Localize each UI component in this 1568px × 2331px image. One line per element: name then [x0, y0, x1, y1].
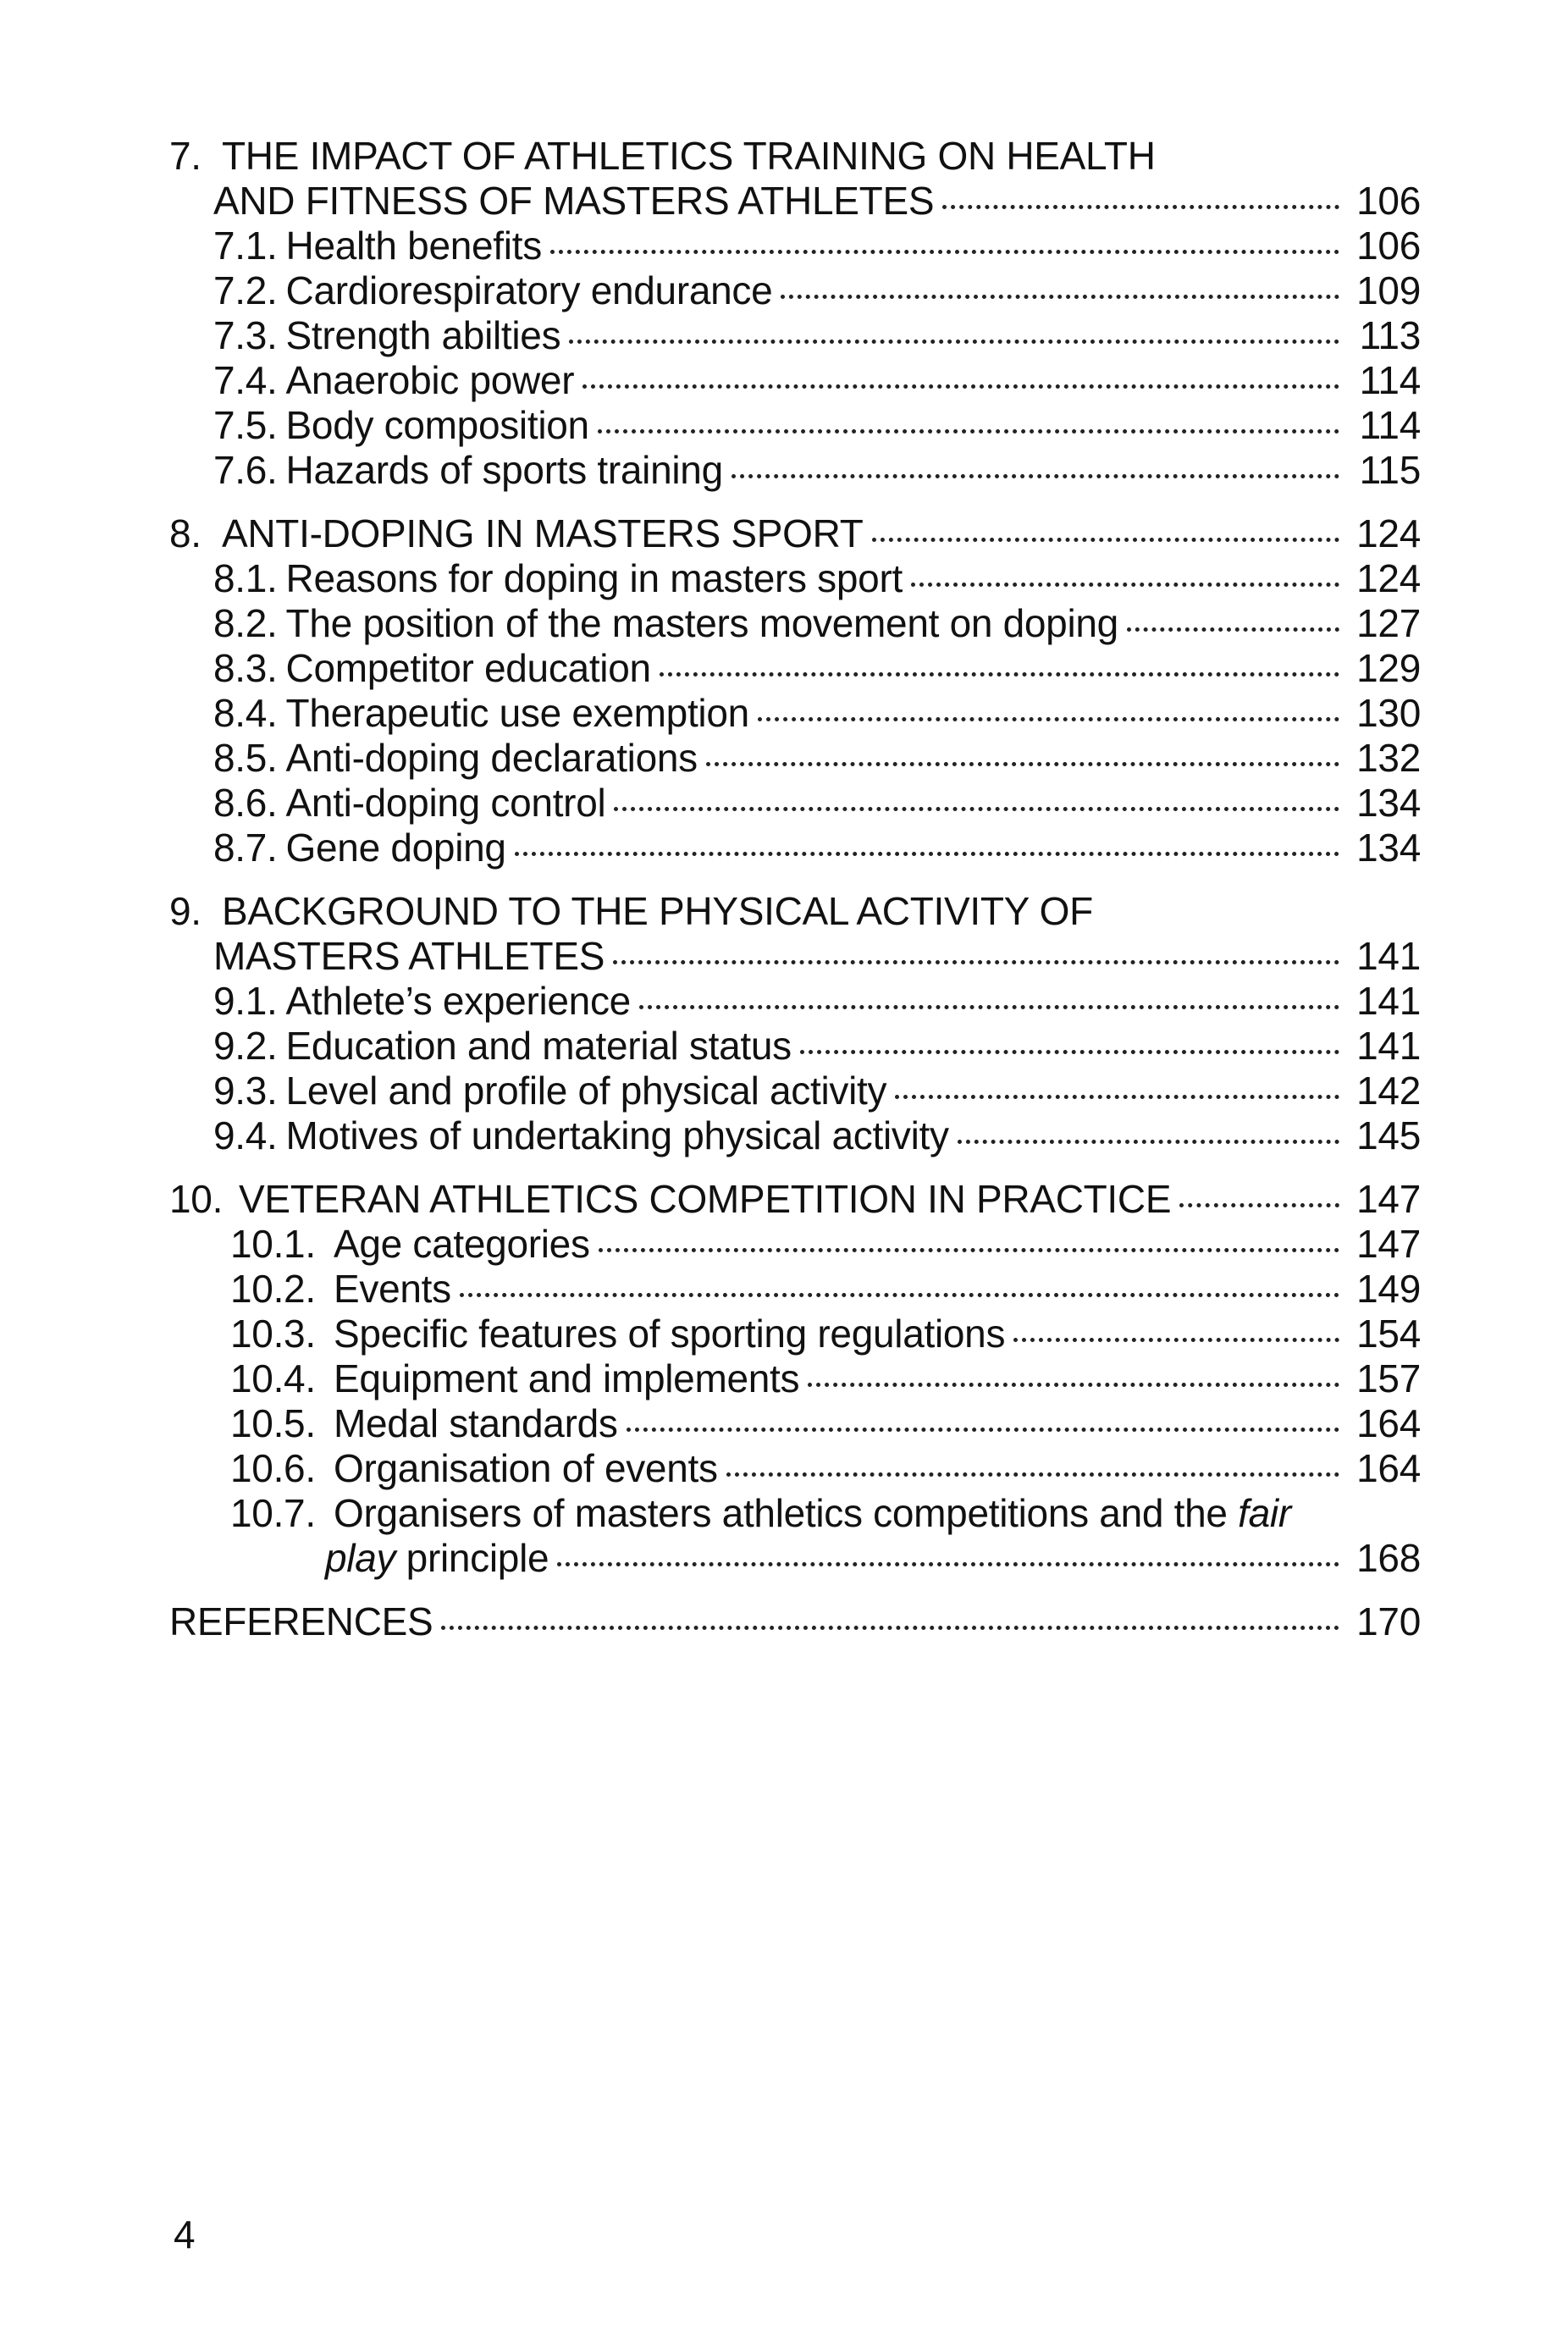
entry-page: 170	[1356, 1599, 1421, 1643]
entry-page: 154	[1356, 1312, 1421, 1356]
toc-entry	[169, 736, 1421, 781]
toc-entry	[169, 934, 1421, 979]
entry-title: Athlete’s experience	[285, 979, 631, 1023]
dot-leader	[1179, 1203, 1339, 1207]
entry-number: 8.2.	[213, 601, 278, 645]
toc-entry	[169, 1177, 1421, 1222]
entry-page: 145	[1356, 1113, 1421, 1157]
dot-leader	[614, 807, 1339, 811]
toc-entry	[169, 979, 1421, 1024]
entry-page: 114	[1359, 403, 1421, 447]
entry-page: 141	[1356, 1024, 1421, 1068]
entry-title: Therapeutic use exemption	[285, 691, 749, 735]
entry-title: Health benefits	[285, 224, 542, 268]
entry-title: MASTERS ATHLETES	[213, 934, 605, 978]
toc-entry	[169, 313, 1421, 358]
entry-page: 115	[1359, 448, 1421, 492]
toc-entry	[169, 1491, 1421, 1536]
dot-leader	[627, 1428, 1339, 1432]
toc-entry	[169, 1536, 1421, 1581]
toc-entry	[169, 889, 1421, 934]
toc-entry	[169, 224, 1421, 268]
dot-leader	[732, 474, 1339, 478]
entry-number: 8.3.	[213, 646, 278, 690]
entry-number: 10.3.	[230, 1312, 316, 1356]
toc-entry	[169, 826, 1421, 870]
entry-number: 10.4.	[230, 1356, 316, 1400]
dot-leader	[598, 429, 1339, 434]
toc-entry	[169, 268, 1421, 313]
entry-title: Anaerobic power	[285, 358, 575, 402]
entry-number: 7.	[169, 134, 202, 178]
entry-number: 8.5.	[213, 736, 278, 780]
entry-page: 132	[1356, 736, 1421, 780]
entry-number: 10.6.	[230, 1446, 316, 1490]
toc-entry	[169, 358, 1421, 403]
entry-page: 168	[1356, 1536, 1421, 1580]
toc-entry	[169, 1069, 1421, 1113]
entry-title: Gene doping	[285, 826, 506, 870]
entry-page: 113	[1359, 313, 1421, 357]
entry-title	[334, 1491, 1291, 1536]
chapter-8	[169, 511, 1421, 870]
entry-title: The position of the masters movement on doping	[285, 601, 1118, 645]
entry-title: Age categories	[334, 1222, 590, 1266]
dot-leader	[706, 762, 1339, 766]
toc-entry	[169, 511, 1421, 556]
dot-leader	[911, 583, 1339, 587]
entry-page: 106	[1356, 224, 1421, 268]
entry-page: 142	[1356, 1069, 1421, 1113]
entry-page: 129	[1356, 646, 1421, 690]
entry-number: 8.4.	[213, 691, 278, 735]
entry-title-text: principle	[406, 1536, 549, 1580]
entry-title: Anti-doping declarations	[285, 736, 698, 780]
dot-leader	[569, 340, 1339, 344]
entry-title: THE IMPACT OF ATHLETICS TRAINING ON HEALTH	[222, 134, 1156, 178]
entry-number: 10.7.	[230, 1491, 316, 1535]
entry-number: 7.6.	[213, 448, 278, 492]
dot-leader	[599, 1248, 1339, 1252]
toc-entry	[169, 1222, 1421, 1267]
entry-page: 141	[1356, 979, 1421, 1023]
toc-entry-references	[169, 1599, 1421, 1644]
entry-number: 7.1.	[213, 224, 278, 268]
dot-leader	[1013, 1338, 1339, 1342]
entry-title: Hazards of sports training	[285, 448, 723, 492]
entry-title: Anti-doping control	[285, 781, 606, 825]
chapter-9	[169, 889, 1421, 1158]
table-of-contents	[169, 134, 1421, 1644]
entry-number: 9.2.	[213, 1024, 278, 1068]
dot-leader	[441, 1626, 1339, 1630]
chapter-7	[169, 134, 1421, 493]
dot-leader	[557, 1562, 1339, 1566]
dot-leader	[460, 1293, 1339, 1297]
entry-page: 134	[1356, 781, 1421, 825]
entry-page: 149	[1356, 1267, 1421, 1311]
entry-title: REFERENCES	[169, 1599, 433, 1643]
dot-leader	[808, 1383, 1339, 1387]
entry-page: 164	[1356, 1446, 1421, 1490]
entry-title: Cardiorespiratory endurance	[285, 268, 773, 312]
entry-page: 114	[1359, 358, 1421, 402]
entry-number: 7.3.	[213, 313, 278, 357]
entry-title: Strength abilties	[285, 313, 561, 357]
entry-page: 124	[1356, 556, 1421, 600]
entry-number: 8.1.	[213, 556, 278, 600]
toc-entry	[169, 1113, 1421, 1158]
entry-number: 7.4.	[213, 358, 278, 402]
entry-number: 8.6.	[213, 781, 278, 825]
entry-title: Organisation of events	[334, 1446, 718, 1490]
entry-page: 164	[1356, 1401, 1421, 1445]
toc-entry	[169, 1267, 1421, 1312]
entry-page: 127	[1356, 601, 1421, 645]
dot-leader	[550, 250, 1339, 254]
dot-leader	[726, 1472, 1339, 1477]
toc-entry	[169, 403, 1421, 448]
dot-leader	[958, 1140, 1339, 1144]
entry-page: 147	[1356, 1177, 1421, 1221]
dot-leader	[800, 1050, 1339, 1054]
toc-entry	[169, 1024, 1421, 1069]
entry-page: 134	[1356, 826, 1421, 870]
dot-leader	[639, 1005, 1339, 1009]
dot-leader	[613, 960, 1339, 964]
entry-title: AND FITNESS OF MASTERS ATHLETES	[213, 179, 935, 223]
dot-leader	[872, 538, 1340, 542]
entry-title-italic: play	[325, 1536, 396, 1580]
entry-number: 9.4.	[213, 1113, 278, 1157]
entry-title: VETERAN ATHLETICS COMPETITION IN PRACTICE	[239, 1177, 1172, 1221]
toc-entry	[169, 1312, 1421, 1356]
dot-leader	[895, 1095, 1339, 1099]
entry-number: 10.2.	[230, 1267, 316, 1311]
chapter-10	[169, 1177, 1421, 1581]
entry-page: 109	[1356, 268, 1421, 312]
dot-leader	[582, 384, 1339, 389]
toc-entry	[169, 1401, 1421, 1446]
entry-number: 8.7.	[213, 826, 278, 870]
entry-number: 10.5.	[230, 1401, 316, 1445]
entry-title-text: Organisers of masters athletics competitions and the	[334, 1491, 1228, 1535]
toc-entry	[169, 134, 1421, 179]
entry-number: 10.1.	[230, 1222, 316, 1266]
entry-title: Specific features of sporting regulations	[334, 1312, 1006, 1356]
entry-title: Level and profile of physical activity	[285, 1069, 887, 1113]
dot-leader	[660, 672, 1339, 677]
entry-title: BACKGROUND TO THE PHYSICAL ACTIVITY OF	[222, 889, 1093, 933]
entry-number: 9.	[169, 889, 202, 933]
toc-entry	[169, 556, 1421, 601]
entry-number: 9.1.	[213, 979, 278, 1023]
toc-entry	[169, 1446, 1421, 1491]
toc-entry	[169, 691, 1421, 736]
entry-page: 141	[1356, 934, 1421, 978]
dot-leader	[515, 852, 1339, 856]
entry-title: Competitor education	[285, 646, 651, 690]
toc-entry	[169, 781, 1421, 826]
entry-page: 124	[1356, 511, 1421, 555]
entry-number: 7.2.	[213, 268, 278, 312]
toc-entry	[169, 646, 1421, 691]
dot-leader	[1127, 627, 1339, 632]
entry-number: 9.3.	[213, 1069, 278, 1113]
entry-title: Medal standards	[334, 1401, 618, 1445]
entry-number: 10.	[169, 1177, 224, 1221]
entry-number: 7.5.	[213, 403, 278, 447]
dot-leader	[942, 205, 1339, 209]
entry-title: Equipment and implements	[334, 1356, 800, 1400]
entry-page: 130	[1356, 691, 1421, 735]
entry-title: Education and material status	[285, 1024, 792, 1068]
dot-leader	[781, 295, 1339, 299]
toc-entry	[169, 1356, 1421, 1401]
entry-title: Body composition	[285, 403, 589, 447]
entry-page: 157	[1356, 1356, 1421, 1400]
toc-entry	[169, 448, 1421, 493]
entry-title: ANTI-DOPING IN MASTERS SPORT	[222, 511, 864, 555]
entry-title: Reasons for doping in masters sport	[285, 556, 903, 600]
page-number: 4	[174, 2212, 196, 2256]
entry-page: 106	[1356, 179, 1421, 223]
entry-page: 147	[1356, 1222, 1421, 1266]
dot-leader	[758, 717, 1339, 721]
entry-title	[325, 1536, 549, 1581]
toc-entry	[169, 179, 1421, 224]
entry-title: Motives of undertaking physical activity	[285, 1113, 949, 1157]
entry-title: Events	[334, 1267, 451, 1311]
entry-title-italic: fair	[1238, 1491, 1291, 1535]
entry-number: 8.	[169, 511, 202, 555]
toc-entry	[169, 601, 1421, 646]
